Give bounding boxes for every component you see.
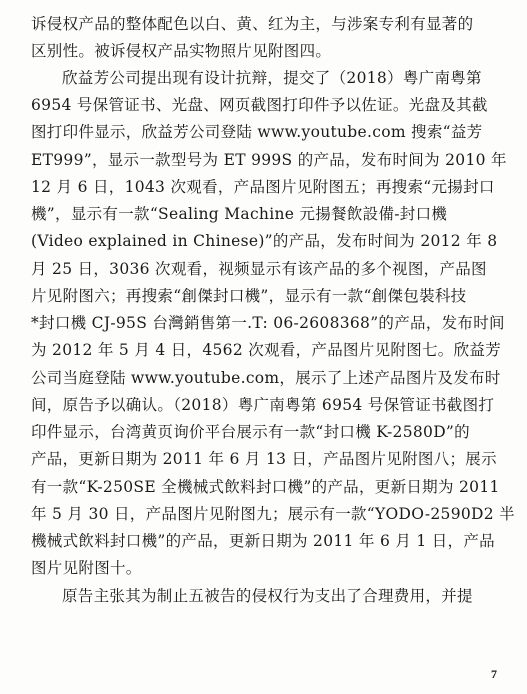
text-line: 图打印件显示，欣益芳公司登陆 www.youtube.com 搜索“益芳 [31,123,483,141]
text-line: 機械式飲料封口機”的产品，更新日期为 2011 年 6 月 1 日，产品 [31,532,495,550]
text-line: 12 月 6 日，1043 次观看，产品图片见附图五；再搜索“元揚封口 [31,178,495,196]
text-line: 间，原告予以确认。（2018）粤广南粤第 6954 号保管证书截图打 [31,396,495,414]
text-line: 公司当庭登陆 www.youtube.com，展示了上述产品图片及发布时 [31,369,501,387]
text-line: 印件显示，台湾黄页询价平台展示有一款“封口機 K-2580D”的 [31,423,470,441]
text-line: (Video explained in Chinese)”的产品，发布时间为 2012 年 8 [31,232,498,250]
page-number: 7 [491,667,497,681]
text-line: 产品，更新日期为 2011 年 6 月 13 日，产品图片见附图八；展示 [31,450,497,468]
text-line: 6954 号保管证书、光盘、网页截图打印件予以佐证。光盘及其截 [31,96,488,114]
text-line: ET999”，显示一款型号为 ET 999S 的产品，发布时间为 2010 年 [31,151,507,169]
text-line: 年 5 月 30 日，产品图片见附图九；展示有一款“YODO-2590D2 半 [31,505,515,523]
text-line: 区别性。被诉侵权产品实物照片见附图四。 [31,42,332,60]
text-line: 欣益芳公司提出现有设计抗辩，提交了（2018）粤广南粤第 [62,69,482,87]
text-line: 原告主张其为制止五被告的侵权行为支出了合理费用，并提 [62,587,473,605]
text-line: 有一款“K-250SE 全機械式飲料封口機”的产品，更新日期为 2011 [31,478,500,496]
text-line: 图片见附图十。 [31,559,142,577]
text-line: 機”，显示有一款“Sealing Machine 元揚餐飲設備-封口機 [31,205,448,223]
text-line: 片见附图六；再搜索“創傑封口機”，显示有一款“創傑包裝科技 [31,287,467,305]
text-line: 诉侵权产品的整体配色以白、黄、红为主，与涉案专利有显著的 [31,15,474,33]
text-line: 月 25 日，3036 次观看，视频显示有该产品的多个视图，产品图 [31,260,487,278]
text-line: 为 2012 年 5 月 4 日，4562 次观看，产品图片见附图七。欣益芳 [31,341,502,359]
text-line: *封口機 CJ-95S 台灣銷售第一.T: 06-2608368”的产品，发布时间 [31,314,505,332]
